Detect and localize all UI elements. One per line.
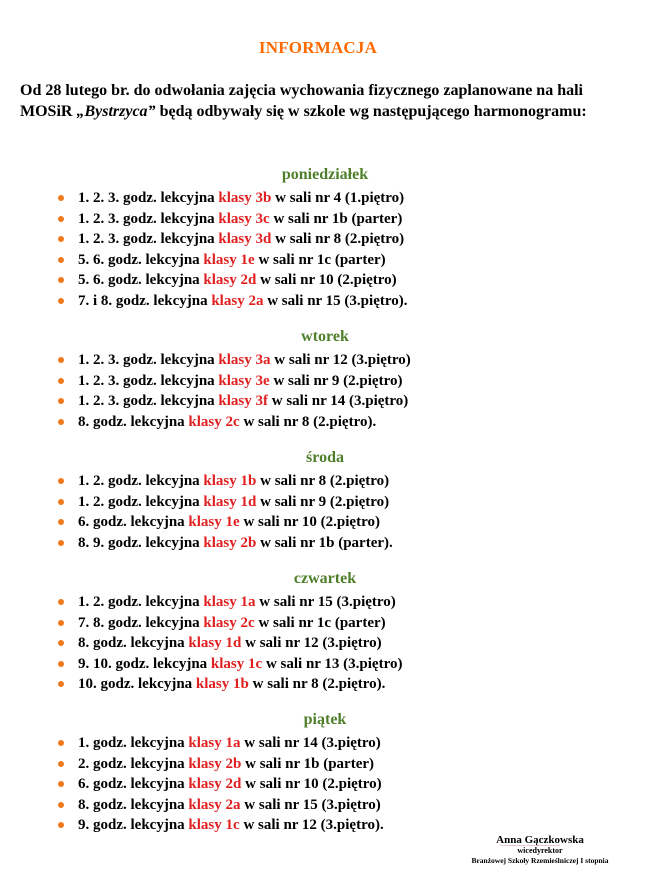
class-name: klasy 2d: [203, 272, 257, 288]
room-info: w sali nr 10 (2.piętro): [241, 776, 382, 792]
lesson-hours: 1. 2. godz. lekcyjna: [78, 473, 204, 489]
room-info: w sali nr 9 (2.piętro): [269, 372, 403, 389]
day-heading: piątek: [303, 711, 347, 728]
class-name: klasy 3a: [218, 352, 271, 368]
room-info: w sali nr 12 (3.piętro).: [239, 817, 384, 833]
lesson-hours: 1. 2. 3. godz. lekcyjna: [78, 352, 219, 368]
class-name: klasy 3d: [218, 231, 272, 247]
class-name: klasy 2d: [188, 776, 242, 792]
room-info: w sali nr 12 (3.piętro): [241, 635, 382, 651]
room-info: w sali nr 1b (parter): [241, 755, 375, 772]
lesson-hours: 9. godz. lekcyjna: [78, 817, 189, 833]
class-name: klasy 2c: [203, 614, 255, 631]
bullet-icon: [58, 822, 64, 828]
class-name: klasy 1d: [188, 635, 242, 651]
schedule-item: [0, 270, 407, 291]
schedule-list: [0, 592, 402, 695]
room-info: w sali nr 8 (2.piętro).: [239, 413, 377, 430]
class-name: klasy 3e: [218, 372, 270, 389]
bullet-icon: [58, 802, 64, 808]
room-info: w sali nr 15 (3.piętro): [255, 594, 396, 610]
intro-text-start: Od 28 lutego br. do odwołania zajęcia wychowania fizycznego zaplanowane na hali MOSiR: [20, 82, 583, 120]
room-info: w sali nr 14 (3.piętro): [240, 735, 381, 751]
bullet-icon: [58, 419, 64, 425]
schedule-item: [0, 512, 393, 533]
schedule-item: [0, 188, 407, 209]
lesson-hours: 1. 2. 3. godz. lekcyjna: [78, 393, 219, 409]
day-heading: środa: [306, 449, 344, 466]
lesson-hours: 1. 2. godz. lekcyjna: [78, 594, 204, 610]
lesson-hours: 8. 9. godz. lekcyjna: [78, 534, 204, 551]
class-name: klasy 2b: [188, 755, 242, 772]
schedule-item: [0, 633, 402, 654]
room-info: w sali nr 14 (3.piętro): [268, 393, 409, 409]
room-info: w sali nr 1b (parter).: [256, 534, 393, 551]
class-name: klasy 3f: [218, 393, 269, 409]
bullet-icon: [58, 195, 64, 201]
room-info: w sali nr 8 (2.piętro): [256, 473, 390, 489]
bullet-icon: [58, 519, 64, 525]
schedule-item: [0, 492, 393, 513]
lesson-hours: 8. godz. lekcyjna: [78, 796, 189, 813]
lesson-hours: 2. godz. lekcyjna: [78, 755, 189, 772]
schedule-item: [0, 412, 411, 433]
lesson-hours: 1. 2. 3. godz. lekcyjna: [78, 231, 219, 247]
room-info: w sali nr 15 (3.piętro).: [263, 292, 408, 309]
schedule-item: [0, 654, 402, 675]
lesson-hours: 1. 2. 3. godz. lekcyjna: [78, 190, 219, 206]
lesson-hours: 10. godz. lekcyjna: [78, 676, 196, 692]
lesson-hours: 1. 2. 3. godz. lekcyjna: [78, 372, 219, 389]
bullet-icon: [58, 236, 64, 242]
bullet-icon: [58, 740, 64, 746]
schedule-item: [0, 795, 384, 816]
schedule-item: [0, 209, 407, 230]
lesson-hours: 5. 6. godz. lekcyjna: [78, 272, 204, 288]
bullet-icon: [58, 499, 64, 505]
room-info: w sali nr 8 (2.piętro): [271, 231, 405, 247]
schedule-item: [0, 533, 393, 554]
schedule-item: [0, 774, 384, 795]
class-name: klasy 2b: [203, 534, 257, 551]
bullet-icon: [58, 620, 64, 626]
class-name: klasy 2a: [188, 796, 241, 813]
bullet-icon: [58, 298, 64, 304]
bullet-icon: [58, 277, 64, 283]
class-name: klasy 3c: [218, 210, 270, 227]
schedule-list: [0, 471, 393, 553]
bullet-icon: [58, 478, 64, 484]
signature-school: Branżowej Szkoły Rzemieślniczej I stopnia: [471, 856, 609, 865]
class-name: klasy 1b: [203, 473, 257, 489]
bullet-icon: [58, 216, 64, 222]
schedule-item: [0, 613, 402, 634]
lesson-hours: 6. godz. lekcyjna: [78, 514, 189, 530]
class-name: klasy 1a: [188, 735, 241, 751]
signature-stamp: [500, 837, 560, 846]
bullet-icon: [58, 599, 64, 605]
bullet-icon: [58, 257, 64, 263]
intro-paragraph: [20, 80, 620, 122]
room-info: w sali nr 1b (parter): [269, 210, 403, 227]
room-info: w sali nr 9 (2.piętro): [256, 493, 390, 510]
bullet-icon: [58, 378, 64, 384]
day-heading: wtorek: [301, 328, 349, 345]
room-info: w sali nr 12 (3.piętro): [270, 352, 411, 368]
schedule-list: [0, 350, 411, 432]
schedule-item: [0, 291, 407, 312]
room-info: w sali nr 8 (2.piętro).: [248, 676, 386, 692]
bullet-icon: [58, 357, 64, 363]
room-info: w sali nr 13 (3.piętro): [262, 655, 403, 672]
venue-name: „Bystrzyca”: [76, 103, 156, 120]
room-info: w sali nr 10 (2.piętro): [256, 272, 397, 288]
schedule-item: [0, 471, 393, 492]
room-info: w sali nr 4 (1.piętro): [271, 190, 405, 206]
signature-block: [440, 834, 640, 866]
bullet-icon: [58, 761, 64, 767]
class-name: klasy 1d: [203, 493, 257, 510]
schedule-item: [0, 754, 384, 775]
schedule-item: [0, 350, 411, 371]
class-name: klasy 1e: [203, 251, 255, 268]
schedule-item: [0, 733, 384, 754]
lesson-hours: 5. 6. godz. lekcyjna: [78, 251, 204, 268]
class-name: klasy 2c: [188, 413, 240, 430]
room-info: w sali nr 1c (parter): [254, 251, 386, 268]
schedule-item: [0, 371, 411, 392]
schedule-item: [0, 391, 411, 412]
class-name: klasy 1e: [188, 514, 240, 530]
lesson-hours: 1. 2. 3. godz. lekcyjna: [78, 210, 219, 227]
schedule-item: [0, 674, 402, 695]
room-info: w sali nr 15 (3.piętro): [240, 796, 381, 813]
intro-text-end: będą odbywały się w szkole wg następującego harmonogramu:: [155, 103, 587, 120]
bullet-icon: [58, 640, 64, 646]
lesson-hours: 8. godz. lekcyjna: [78, 635, 189, 651]
signature-name: Anna Gączkowska: [496, 834, 584, 846]
schedule-list: [0, 188, 407, 311]
room-info: w sali nr 1c (parter): [254, 614, 386, 631]
lesson-hours: 7. i 8. godz. lekcyjna: [78, 292, 212, 309]
lesson-hours: 1. 2. godz. lekcyjna: [78, 493, 204, 510]
class-name: klasy 2a: [211, 292, 264, 309]
schedule-item: [0, 229, 407, 250]
page-title: INFORMACJA: [258, 38, 378, 57]
lesson-hours: 9. 10. godz. lekcyjna: [78, 655, 211, 672]
room-info: w sali nr 10 (2.piętro): [239, 514, 380, 530]
schedule-item: [0, 592, 402, 613]
class-name: klasy 3b: [218, 190, 272, 206]
schedule-item: [0, 250, 407, 271]
lesson-hours: 7. 8. godz. lekcyjna: [78, 614, 204, 631]
bullet-icon: [58, 398, 64, 404]
signature-role: wicedyrektor: [517, 846, 563, 855]
schedule-item: [0, 815, 384, 836]
bullet-icon: [58, 681, 64, 687]
day-heading: poniedziałek: [281, 166, 369, 183]
class-name: klasy 1a: [203, 594, 256, 610]
class-name: klasy 1c: [210, 655, 263, 672]
bullet-icon: [58, 661, 64, 667]
bullet-icon: [58, 781, 64, 787]
lesson-hours: 6. godz. lekcyjna: [78, 776, 189, 792]
lesson-hours: 8. godz. lekcyjna: [78, 413, 189, 430]
class-name: klasy 1c: [188, 817, 240, 833]
schedule-list: [0, 733, 384, 836]
class-name: klasy 1b: [195, 676, 249, 692]
bullet-icon: [58, 540, 64, 546]
day-heading: czwartek: [293, 570, 357, 587]
lesson-hours: 1. godz. lekcyjna: [78, 735, 189, 751]
